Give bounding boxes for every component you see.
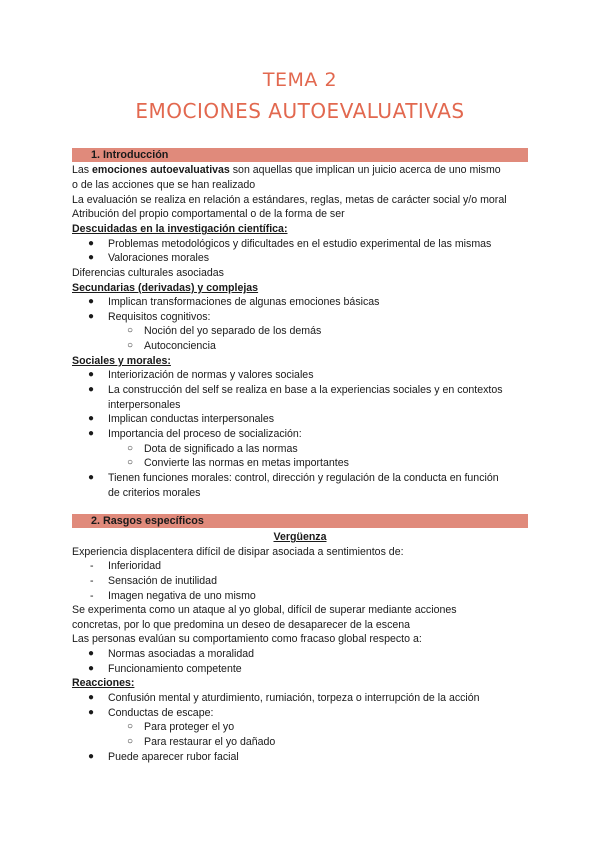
filled-circle-icon: ●	[88, 428, 95, 439]
list-item-continuation: interpersonales	[108, 399, 181, 411]
list-item: Para proteger el yo	[144, 721, 235, 733]
subsection-title: Vergüenza	[273, 531, 327, 543]
section-heading: 2. Rasgos específicos	[91, 515, 204, 527]
title-line-2: EMOCIONES AUTOEVALUATIVAS	[135, 99, 465, 123]
paragraph: o de las acciones que se han realizado	[72, 179, 256, 191]
hollow-circle-icon: ○	[127, 736, 134, 747]
hollow-circle-icon: ○	[127, 443, 134, 454]
hollow-circle-icon: ○	[127, 340, 134, 351]
filled-circle-icon: ●	[88, 472, 95, 483]
list-item: Tienen funciones morales: control, dirección y regulación de la conducta en función	[108, 472, 499, 484]
hollow-circle-icon: ○	[127, 325, 134, 336]
filled-circle-icon: ●	[88, 663, 95, 674]
section-heading: 1. Introducción	[91, 149, 169, 161]
list-item: Confusión mental y aturdimiento, rumiación, torpeza o interrupción de la acción	[108, 692, 480, 704]
list-item-continuation: de criterios morales	[108, 487, 201, 499]
filled-circle-icon: ●	[88, 413, 95, 424]
title-line-1: TEMA 2	[262, 69, 338, 91]
filled-circle-icon: ●	[88, 238, 95, 249]
list-item: Normas asociadas a moralidad	[108, 648, 255, 660]
hollow-circle-icon: ○	[127, 721, 134, 732]
list-item: Para restaurar el yo dañado	[144, 736, 276, 748]
section-heading-bar	[72, 514, 528, 528]
list-item: Convierte las normas en metas importantes	[144, 457, 349, 469]
list-item: Problemas metodológicos y dificultades en el estudio experimental de las mismas	[108, 238, 492, 250]
subheading: Sociales y morales:	[72, 355, 171, 367]
dash-icon: -	[90, 575, 94, 587]
bold-term: emociones autoevaluativas	[92, 164, 230, 176]
paragraph: Experiencia displacentera difícil de disipar asociada a sentimientos de:	[72, 546, 404, 558]
filled-circle-icon: ●	[88, 692, 95, 703]
list-item: Valoraciones morales	[108, 252, 210, 264]
paragraph: Diferencias culturales asociadas	[72, 267, 224, 279]
list-item: Implican transformaciones de algunas emociones básicas	[108, 296, 380, 308]
list-item: Sensación de inutilidad	[108, 575, 217, 587]
list-item: Noción del yo separado de los demás	[144, 325, 322, 337]
filled-circle-icon: ●	[88, 751, 95, 762]
paragraph: Se experimenta como un ataque al yo global, difícil de superar mediante acciones	[72, 604, 457, 616]
filled-circle-icon: ●	[88, 252, 95, 263]
list-item: Autoconciencia	[144, 340, 216, 352]
subheading: Secundarias (derivadas) y complejas	[72, 282, 259, 294]
list-item: La construcción del self se realiza en base a la experiencias sociales y en contextos	[108, 384, 503, 396]
list-item: Interiorización de normas y valores sociales	[108, 369, 314, 381]
subheading: Reacciones:	[72, 677, 135, 689]
list-item: Requisitos cognitivos:	[108, 311, 211, 323]
dash-icon: -	[90, 560, 94, 572]
paragraph: concretas, por lo que predomina un deseo de desaparecer de la escena	[72, 619, 411, 631]
subheading: Descuidadas en la investigación científica:	[72, 223, 288, 235]
paragraph: Las personas evalúan su comportamiento como fracaso global respecto a:	[72, 633, 422, 645]
filled-circle-icon: ●	[88, 707, 95, 718]
filled-circle-icon: ●	[88, 384, 95, 395]
filled-circle-icon: ●	[88, 296, 95, 307]
list-item: Implican conductas interpersonales	[108, 413, 275, 425]
paragraph: La evaluación se realiza en relación a estándares, reglas, metas de carácter social y/o moral	[72, 194, 507, 206]
section-heading-bar	[72, 148, 528, 162]
list-item: Dota de significado a las normas	[144, 443, 298, 455]
filled-circle-icon: ●	[88, 311, 95, 322]
hollow-circle-icon: ○	[127, 457, 134, 468]
filled-circle-icon: ●	[88, 369, 95, 380]
list-item: Puede aparecer rubor facial	[108, 751, 239, 763]
paragraph: Atribución del propio comportamental o de la forma de ser	[72, 208, 345, 220]
list-item: Importancia del proceso de socialización:	[108, 428, 302, 440]
list-item: Inferioridad	[108, 560, 161, 572]
list-item: Funcionamiento competente	[108, 663, 242, 675]
dash-icon: -	[90, 590, 94, 602]
paragraph: Las emociones autoevaluativas son aquellas que implican un juicio acerca de uno mismo	[72, 164, 501, 176]
list-item: Conductas de escape:	[108, 707, 214, 719]
filled-circle-icon: ●	[88, 648, 95, 659]
list-item: Imagen negativa de uno mismo	[108, 590, 256, 602]
